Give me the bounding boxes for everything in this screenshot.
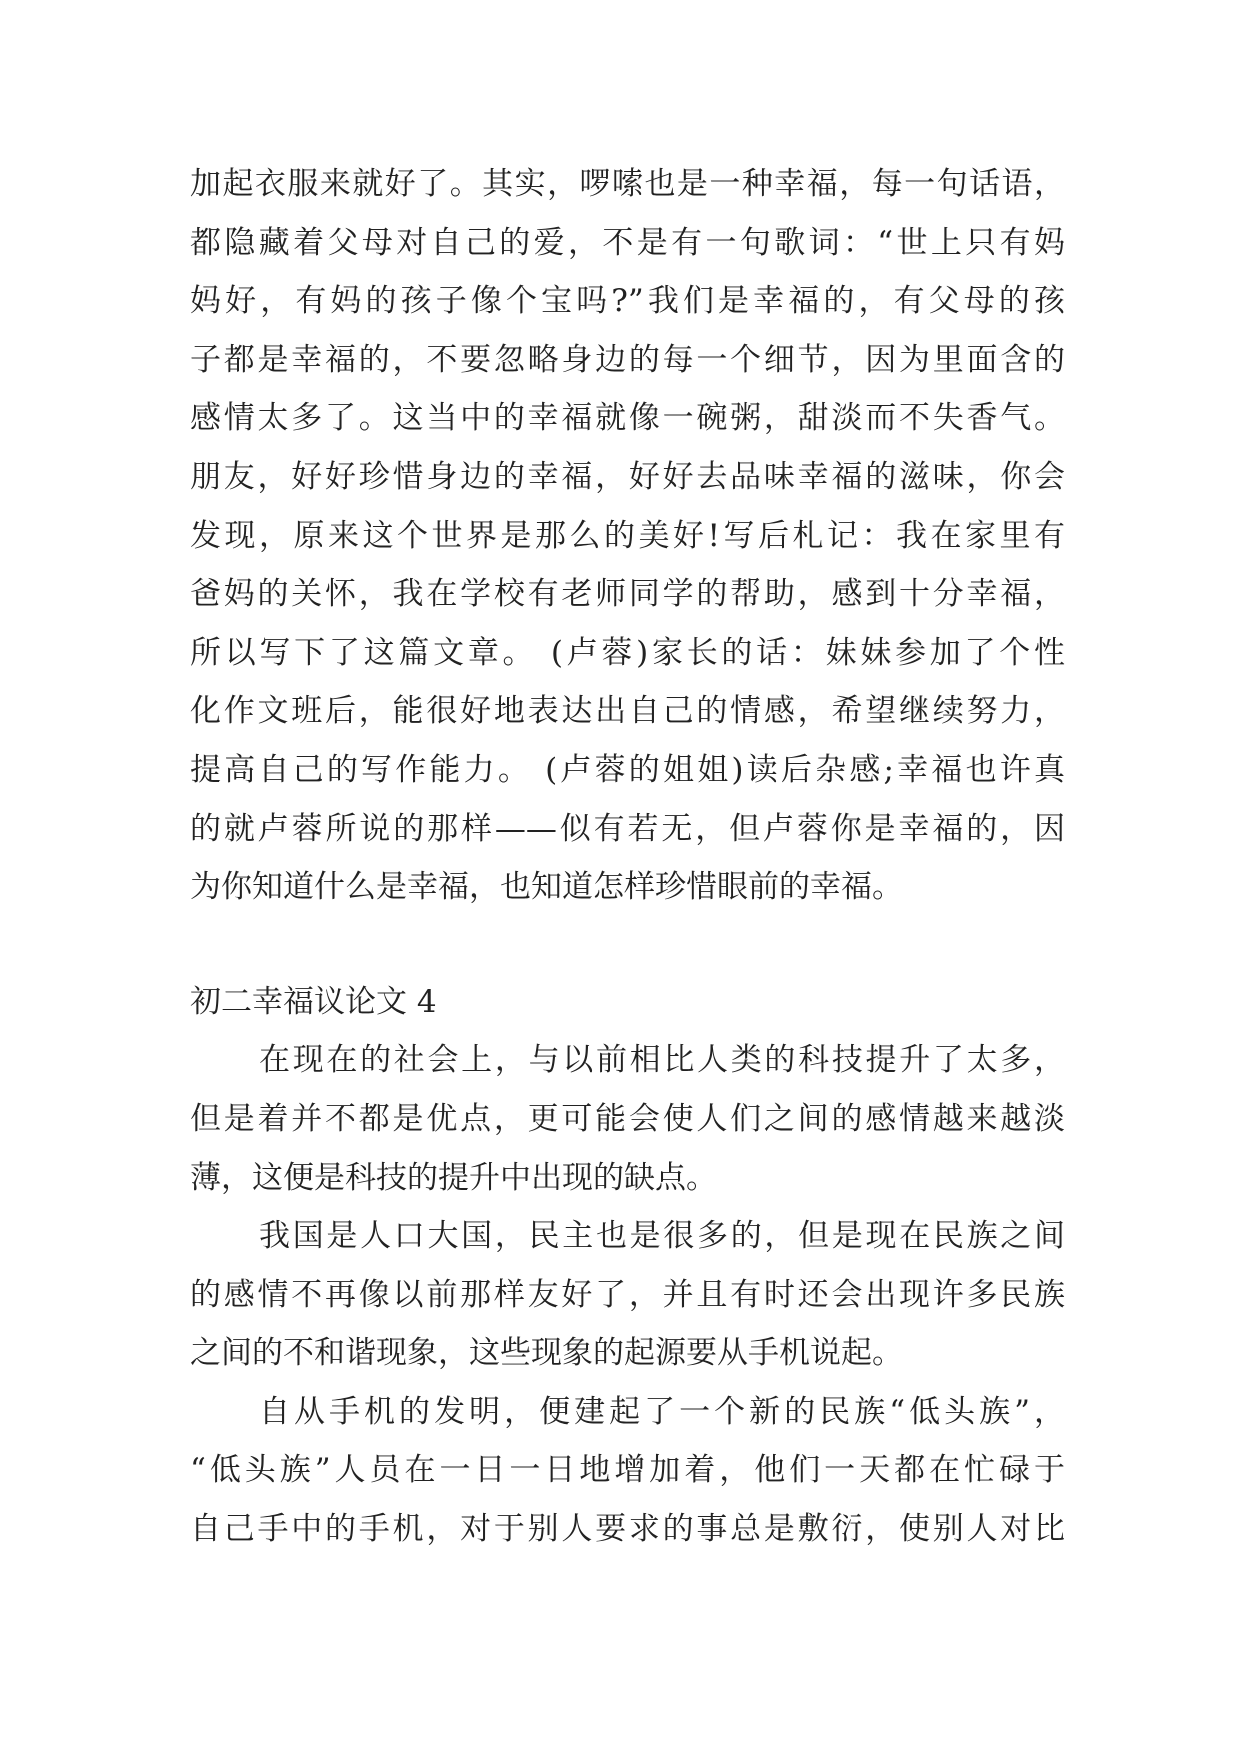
paragraph-3 [190, 1383, 1065, 1559]
text-line: 发现，原来这个世界是那么的美好!写后札记：我在家里有 [190, 517, 1065, 554]
paragraph-1 [190, 1031, 1065, 1207]
paragraph-2 [190, 1207, 1065, 1383]
text-line: 提高自己的写作能力。 (卢蓉的姐姐)读后杂感;幸福也许真 [190, 751, 1065, 788]
section-gap [190, 917, 1065, 973]
text-line: 爸妈的关怀，我在学校有老师同学的帮助，感到十分幸福， [190, 576, 1065, 613]
section-heading: 初二幸福议论文 4 [190, 983, 437, 1020]
document-body [190, 155, 1065, 1559]
text-line: 之间的不和谐现象，这些现象的起源要从手机说起。 [190, 1335, 903, 1372]
text-line: 但是着并不都是优点，更可能会使人们之间的感情越来越淡 [190, 1100, 1065, 1137]
text-line: 感情太多了。这当中的幸福就像一碗粥，甜淡而不失香气。 [190, 400, 1065, 437]
text-line: 加起衣服来就好了。其实，啰嗦也是一种幸福，每一句话语， [190, 166, 1065, 202]
text-line: 所以写下了这篇文章。 (卢蓉)家长的话：妹妹参加了个性 [190, 634, 1065, 671]
text-line: 都隐藏着父母对自己的爱，不是有一句歌词：“世上只有妈 [190, 224, 1065, 261]
text-line: 子都是幸福的，不要忽略身边的每一个细节，因为里面含的 [190, 341, 1065, 378]
paragraph-continued [190, 155, 1065, 917]
text-line: 的感情不再像以前那样友好了，并且有时还会出现许多民族 [190, 1276, 1065, 1313]
text-line: 自己手中的手机，对于别人要求的事总是敷衍，使别人对比 [190, 1511, 1065, 1548]
text-line: 薄，这便是科技的提升中出现的缺点。 [190, 1159, 717, 1196]
text-line: 的就卢蓉所说的那样——似有若无，但卢蓉你是幸福的，因 [190, 810, 1065, 847]
text-line: 为你知道什么是幸福，也知道怎样珍惜眼前的幸福。 [190, 869, 903, 906]
text-line: 在现在的社会上，与以前相比人类的科技提升了太多， [259, 1042, 1065, 1079]
text-line: 自从手机的发明，便建起了一个新的民族“低头族”， [259, 1393, 1065, 1430]
text-line: 化作文班后，能很好地表达出自己的情感，希望继续努力， [190, 693, 1065, 730]
text-line: “低头族”人员在一日一日地增加着，他们一天都在忙碌于 [190, 1452, 1065, 1489]
text-line: 妈好，有妈的孩子像个宝吗?”我们是幸福的，有父母的孩 [190, 283, 1065, 320]
text-line: 我国是人口大国，民主也是很多的，但是现在民族之间 [259, 1218, 1065, 1255]
text-line: 朋友，好好珍惜身边的幸福，好好去品味幸福的滋味，你会 [190, 458, 1065, 495]
